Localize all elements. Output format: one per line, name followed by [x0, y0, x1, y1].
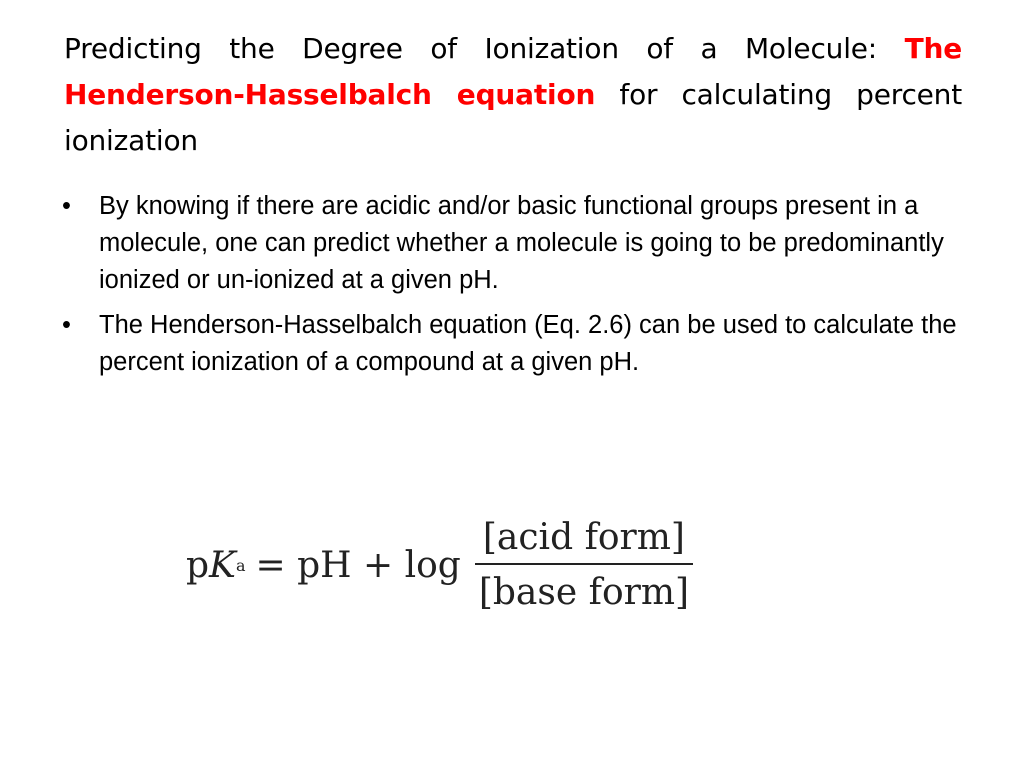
fraction-denominator: [base form]	[478, 571, 690, 613]
bullet-marker: •	[62, 192, 71, 220]
bullet-item-1	[62, 188, 972, 299]
equation-subscript: a	[235, 555, 246, 575]
equation-middle: = pH + log	[255, 544, 461, 586]
equation-p: p	[186, 544, 210, 586]
bullet-list	[62, 188, 972, 389]
title-text-end: for calculating percent ionization	[64, 78, 962, 157]
bullet-marker: •	[62, 311, 71, 339]
fraction-bar	[475, 563, 693, 565]
slide-title	[64, 26, 962, 164]
bullet-text: By knowing if there are acidic and/or basic functional groups present in a molecule, one can predict whether a molecule is going to be predominantly ionized or un-ionized at a given pH.	[99, 192, 944, 294]
bullet-item-2	[62, 307, 972, 381]
equation-fraction	[475, 516, 693, 615]
bullet-text: The Henderson-Hasselbalch equation (Eq. 2.6) can be used to calculate the percent ionization of a compound at a given pH.	[99, 311, 957, 376]
title-text-start: Predicting the Degree of Ionization of a Molecule:	[64, 32, 878, 65]
henderson-hasselbalch-equation	[186, 510, 693, 620]
title-highlight: The Henderson-Hasselbalch equation	[64, 32, 963, 111]
equation-k: K	[209, 544, 236, 586]
fraction-numerator: [acid form]	[482, 516, 685, 558]
